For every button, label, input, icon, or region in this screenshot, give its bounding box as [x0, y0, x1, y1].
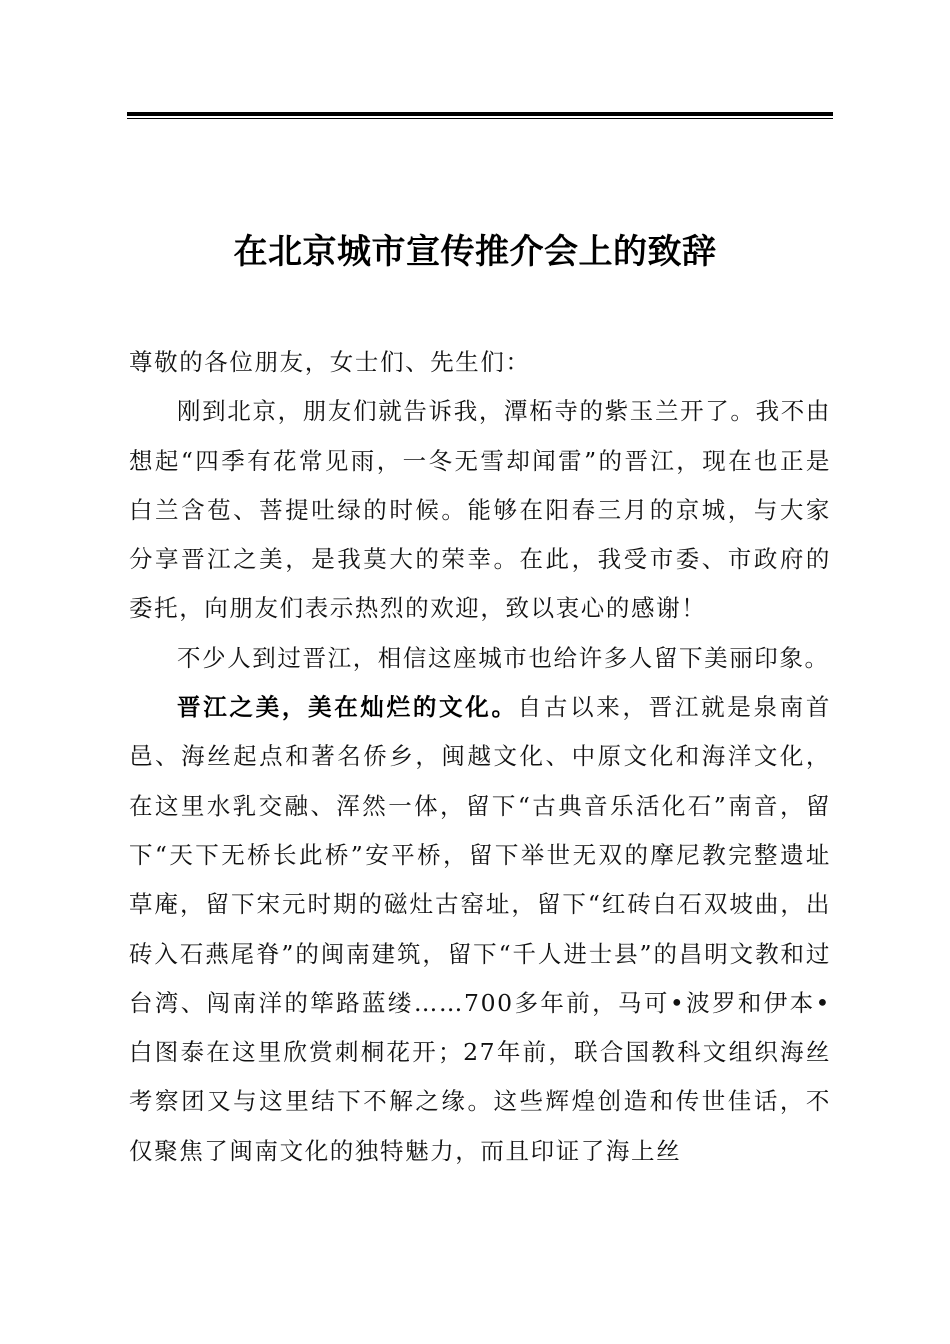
paragraph-1: [129, 387, 831, 633]
paragraph-2-text: 不少人到过晋江，相信这座城市也给许多人留下美丽印象。: [177, 643, 830, 672]
paragraph-1-text: 刚到北京，朋友们就告诉我，潭柘寺的紫玉兰开了。我不由想起“四季有花常见雨，一冬无雪却闻雷”的晋江，现在也正是白兰含苞、菩提吐绿的时候。能够在阳春三月的京城，与大家分享晋江之美，是我莫大的荣幸。在此，我受市委、市政府的委托，向朋友们表示热烈的欢迎，致以衷心的感谢！: [129, 397, 831, 623]
paragraph-3-lead: 晋江之美，美在灿烂的文化。: [177, 693, 518, 722]
document-title: 在北京城市宣传推介会上的致辞: [233, 232, 717, 272]
paragraph-3-text: 自古以来，晋江就是泉南首邑、海丝起点和著名侨乡，闽越文化、中原文化和海洋文化，在这里水乳交融、浑然一体，留下“古典音乐活化石”南音，留下“天下无桥长此桥”安平桥，留下举世无双的摩尼教完整遗址草庵，留下宋元时期的磁灶古窑址，留下“红砖白石双坡曲，出砖入石燕尾脊”的闽南建筑，留下“千人进士县”的昌明文教和过台湾、闯南洋的筚路蓝缕……700多年前，马可•波罗和伊本•白图泰在这里欣赏刺桐花开；27年前，联合国教科文组织海丝考察团又与这里结下不解之缘。这些辉煌创造和传世佳话，不仅聚焦了闽南文化的独特魅力，而且印证了海上丝: [129, 693, 831, 1165]
header-rule-thick: [127, 112, 833, 116]
salutation: 尊敬的各位朋友，女士们、先生们：: [129, 348, 531, 376]
paragraph-3: [129, 683, 831, 1176]
paragraph-2: [129, 634, 831, 683]
document-body: [129, 338, 831, 1176]
header-rule-thin: [127, 118, 833, 119]
